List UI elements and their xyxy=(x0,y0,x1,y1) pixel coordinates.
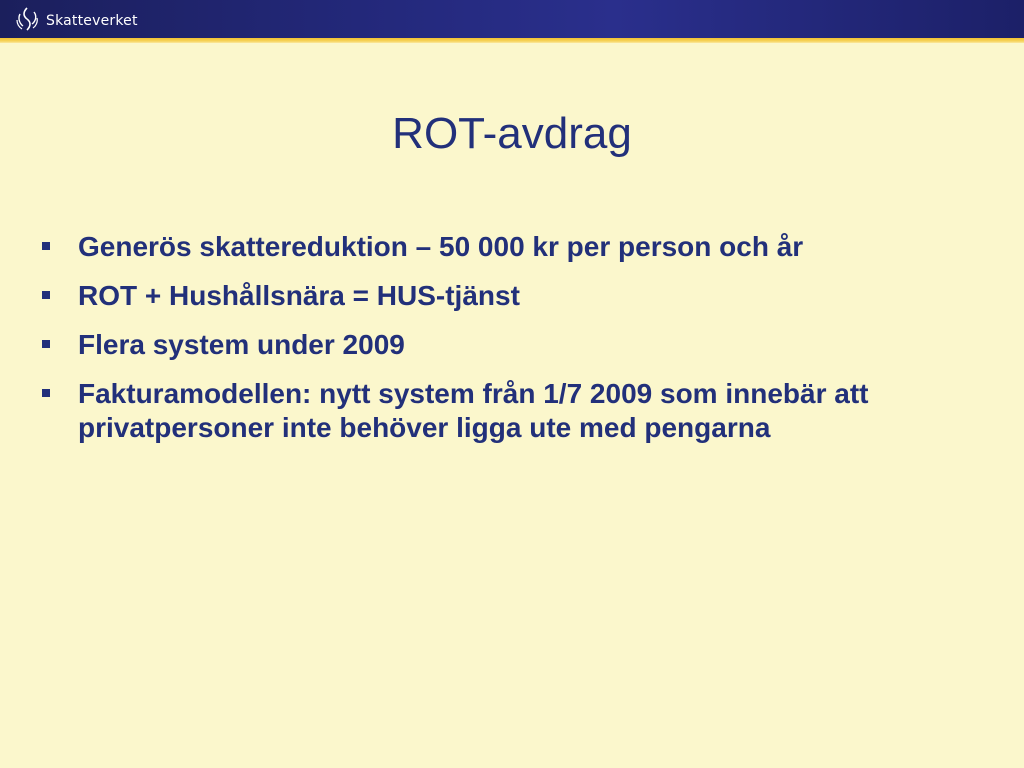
square-bullet-icon xyxy=(42,291,50,299)
square-bullet-icon xyxy=(42,340,50,348)
bullet-text: ROT + Hushållsnära = HUS-tjänst xyxy=(78,280,520,311)
header-accent-stripe xyxy=(0,38,1024,43)
skatteverket-logo-icon xyxy=(14,6,40,32)
bullet-item xyxy=(38,279,978,313)
square-bullet-icon xyxy=(42,389,50,397)
bullet-item xyxy=(38,377,978,445)
logo-text: Skatteverket xyxy=(46,12,138,29)
bullet-list xyxy=(38,230,978,460)
bullet-text: Flera system under 2009 xyxy=(78,329,405,360)
bullet-item xyxy=(38,230,978,264)
header-bar xyxy=(0,0,1024,38)
bullet-item xyxy=(38,328,978,362)
square-bullet-icon xyxy=(42,242,50,250)
skatteverket-logo xyxy=(14,5,138,33)
slide-title: ROT-avdrag xyxy=(392,109,632,158)
bullet-text: Fakturamodellen: nytt system från 1/7 2009 som innebär att privatpersoner inte behöver ligga ute med pengarna xyxy=(78,378,869,443)
bullet-text: Generös skattereduktion – 50 000 kr per person och år xyxy=(78,231,804,262)
